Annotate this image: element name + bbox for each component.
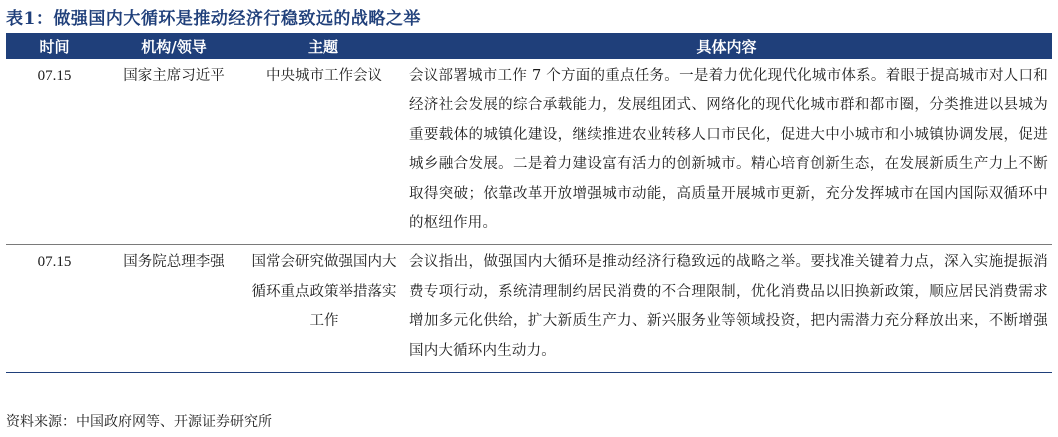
header-time: 时间 [6,33,103,59]
table-row [6,59,1052,245]
cell-topic: 国常会研究做强国内大循环重点政策举措落实工作 [245,245,401,373]
source-note: 资料来源：中国政府网等、开源证券研究所 [6,414,272,430]
policy-table [6,33,1052,373]
header-content: 具体内容 [401,33,1052,59]
table-title: 表1：做强国内大循环是推动经济行稳致远的战略之举 [6,9,421,29]
table-row [6,245,1052,373]
cell-content: 会议部署城市工作 7 个方面的重点任务。一是着力优化现代化城市体系。着眼于提高城市对人口和经济社会发展的综合承载能力，发展组团式、网络化的现代化城市群和都市圈，分类推进以县城为重要载体的城镇化建设，继续推进农业转移人口市民化，促进大中小城市和小城镇协调发展，促进城乡融合发展。二是着力建设富有活力的创新城市。精心培育创新生态，在发展新质生产力上不断取得突破；依靠改革开放增强城市动能，高质量开展城市更新，充分发挥城市在国内国际双循环中的枢纽作用。 [401,59,1052,245]
cell-org: 国务院总理李强 [103,245,245,373]
cell-time: 07.15 [6,245,103,373]
cell-topic: 中央城市工作会议 [245,59,401,245]
cell-time: 07.15 [6,59,103,245]
cell-org: 国家主席习近平 [103,59,245,245]
table-header-row [6,33,1052,59]
cell-content: 会议指出，做强国内大循环是推动经济行稳致远的战略之举。要找准关键着力点，深入实施提振消费专项行动，系统清理制约居民消费的不合理限制，优化消费品以旧换新政策，顺应居民消费需求增加多元化供给，扩大新质生产力、新兴服务业等领域投资，把内需潜力充分释放出来，不断增强国内大循环内生动力。 [401,245,1052,373]
header-org: 机构/领导 [103,33,245,59]
header-topic: 主题 [245,33,401,59]
